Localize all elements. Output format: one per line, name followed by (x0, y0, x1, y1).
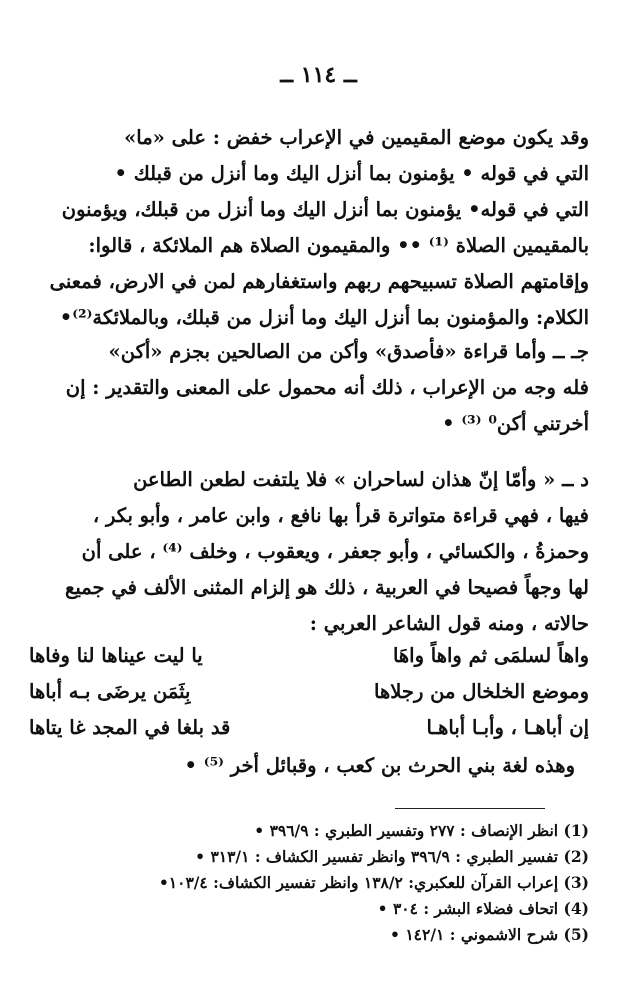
paragraph-dal (45, 462, 589, 642)
footnote: (3) إعراب القرآن للعكبري: ١٣٨/٢ وانظر تفسير الكشاف: ١٠٣/٤• (158, 873, 589, 892)
hemistich-second: يا ليت عيناها لنا وفاها (29, 644, 203, 667)
text-line: د ــ « وأمّا إنّ هذان لساحران » فلا يلتفت لطعن الطاعن (133, 468, 589, 491)
hemistich-second: بِثَمَن يرضَى بـه أباها (29, 680, 191, 703)
hemistich-first: إن أباهـا ، وأبـا أباهـا (426, 716, 589, 739)
poem (29, 638, 589, 746)
hemistich-second: قد بلغا في المجد غا يتاها (29, 716, 231, 739)
text-line: فيها ، فهي قراءة متواترة قرأ بها نافع ، وابن عامر ، وأبو بكر ، (92, 504, 589, 527)
footnote: (5) شرح الاشموني : ١٤٢/١ • (390, 925, 589, 944)
paragraph-jim (45, 334, 589, 442)
footnote: (2) تفسير الطبري : ٣٩٦/٩ وانظر تفسير الكشاف : ٣١٣/١ • (195, 847, 589, 866)
footnote: (4) اتحاف فضلاء البشر : ٣٠٤ • (377, 899, 589, 918)
text-line: بالمقيمين الصلاة ⁽¹⁾ •• والمقيمون الصلاة هم الملائكة ، قالوا: (88, 234, 589, 257)
hemistich-first: وموضع الخلخال من رجلاها (374, 680, 589, 703)
text-line: حالاته ، ومنه قول الشاعر العربي : (309, 612, 589, 635)
footnote-divider (395, 808, 545, 809)
footnotes (29, 818, 589, 948)
text-line: التي في قوله• يؤمنون بما أنزل اليك وما أنزل من قبلك، ويؤمنون (61, 198, 589, 221)
text-line: وقد يكون موضع المقيمين في الإعراب خفض : على «ما» (124, 126, 589, 149)
page-number: ــ ١١٤ ــ (280, 62, 357, 88)
poem-verse (29, 638, 589, 674)
hemistich-first: واهاً لسلمَى ثم واهاً واهَا (392, 644, 589, 667)
footnote: (1) انظر الإنصاف : ٢٧٧ وتفسير الطبري : ٣٩٦/٩ • (254, 821, 589, 840)
text-line: التي في قوله • يؤمنون بما أنزل اليك وما أنزل من قبلك • (114, 162, 589, 185)
paragraph-mushaf-explanation (45, 120, 589, 336)
closing-line: وهذه لغة بني الحرث بن كعب ، وقبائل أخر ⁽⁵⁾ • (184, 754, 575, 777)
text-line: لها وجهاً فصيحا في العربية ، ذلك هو إلزام المثنى الألف في جميع (64, 576, 589, 599)
text-line: فله وجه من الإعراب ، ذلك أنه محمول على المعنى والتقدير : إن (65, 376, 589, 399)
text-line: جـ ــ وأما قراءة «فأصدق» وأكن من الصالحين بجزم «أكن» (108, 340, 589, 363)
poem-verse (29, 710, 589, 746)
text-line: أخرتني أكن⁰ ⁽³⁾ • (442, 412, 589, 435)
text-line: وحمزةُ ، والكسائي ، وأبو جعفر ، ويعقوب ، وخلف ⁽⁴⁾ ، على أن (81, 540, 589, 563)
text-line: الكلام: والمؤمنون بما أنزل اليك وما أنزل من قبلك، وبالملائكة⁽²⁾• (59, 306, 589, 329)
poem-verse (29, 674, 589, 710)
text-line: وإقامتهم الصلاة تسبيحهم ربهم واستغفارهم لمن في الارض، فمعنى (49, 270, 589, 293)
